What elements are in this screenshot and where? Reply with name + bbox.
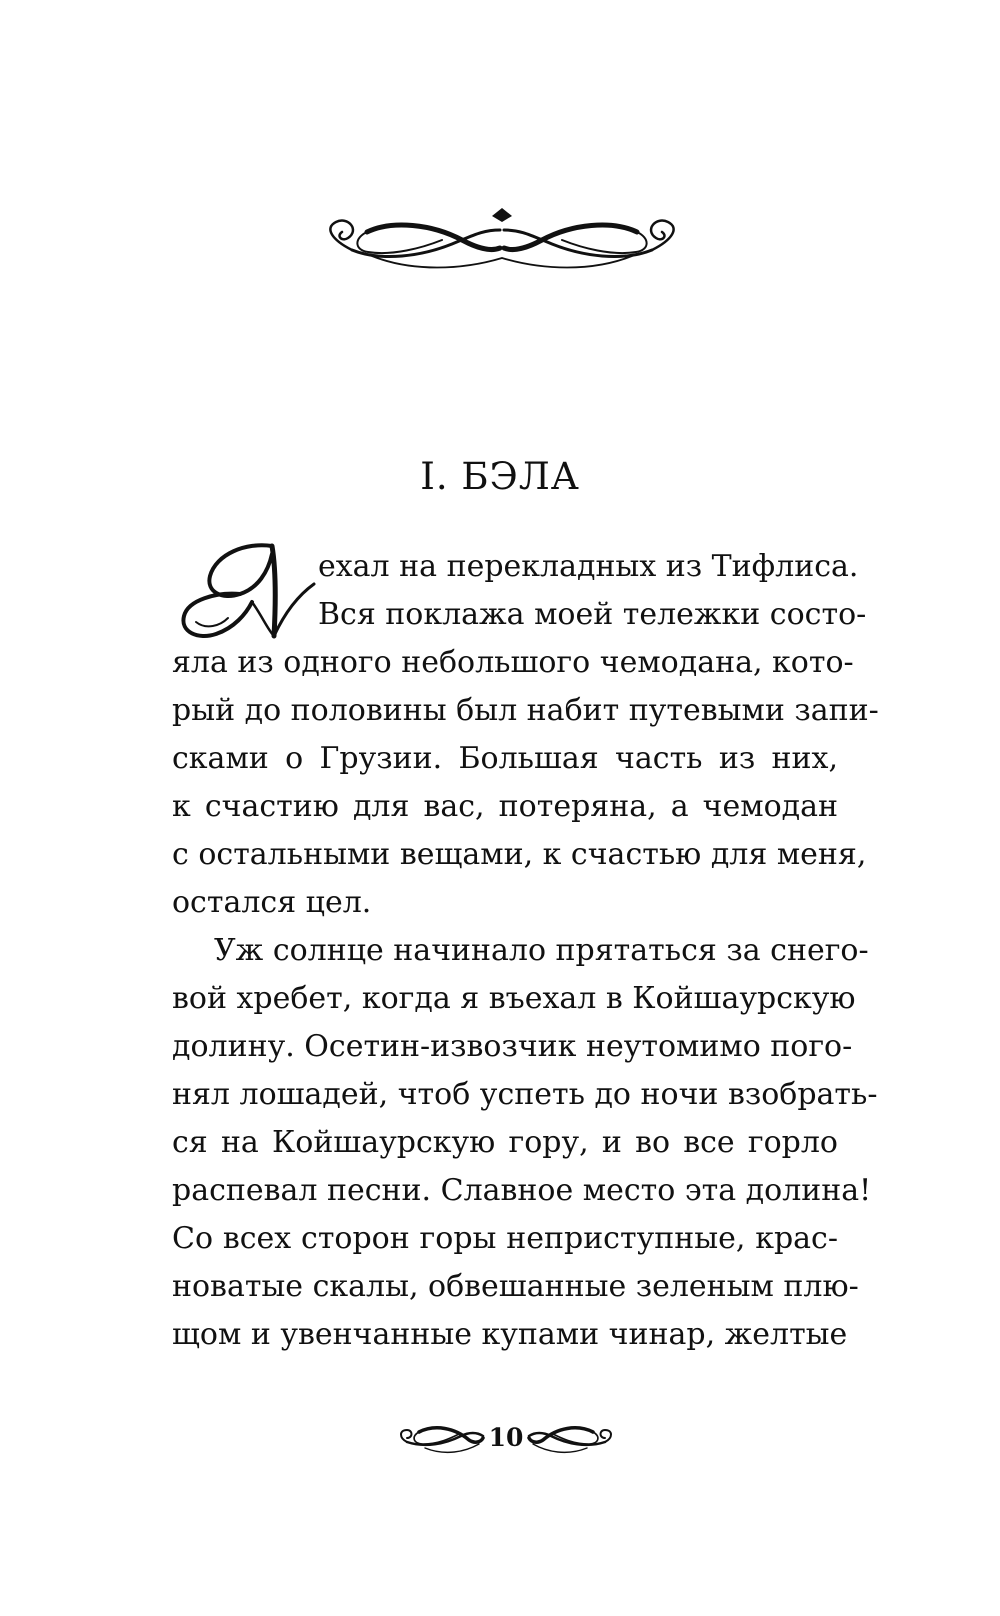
text-line: щом и увенчанные купами чинар, желтые [172,1317,848,1352]
text-line: долину. Осетин-извозчик неутомимо пого- [172,1029,853,1064]
paragraph-2 [172,927,878,1359]
text-line: рый до половины был набит путевыми запи- [172,693,879,728]
text-line: яла из одного небольшого чемодана, кото- [172,645,854,680]
text-line: нял лошадей, чтоб успеть до ночи взобрать- [172,1077,878,1112]
text-line: Вся поклажа моей тележки состо- [318,597,867,632]
text-line: распевал песни. Славное место эта долина! [172,1173,872,1208]
page-number: 10 [488,1423,524,1452]
text-line: Со всех сторон горы неприступные, крас- [172,1221,838,1256]
body-text [172,543,879,1359]
chapter-title: I. БЭЛА [420,455,580,498]
top-flourish-ornament [312,200,692,280]
page-footer [0,1418,1000,1458]
text-line: к счастию для вас, потеряна, а чемодан [172,789,838,824]
footer-flourish-right-icon [525,1418,617,1458]
text-line: новатые скалы, обвешанные зеленым плю- [172,1269,859,1304]
paragraph-1 [172,543,879,927]
text-line: ехал на перекладных из Тифлиса. [318,549,859,584]
footer-flourish-left-icon [395,1418,487,1458]
text-line: сками о Грузии. Большая часть из них, [172,741,838,776]
text-line: Уж солнце начинало прятаться за снего- [214,933,869,968]
text-line: ся на Койшаурскую гору, и во все горло [172,1125,838,1160]
text-line: вой хребет, когда я въехал в Койшаурскую [172,981,856,1016]
text-line: с остальными вещами, к счастью для меня, [172,837,867,872]
text-line: остался цел. [172,885,372,920]
